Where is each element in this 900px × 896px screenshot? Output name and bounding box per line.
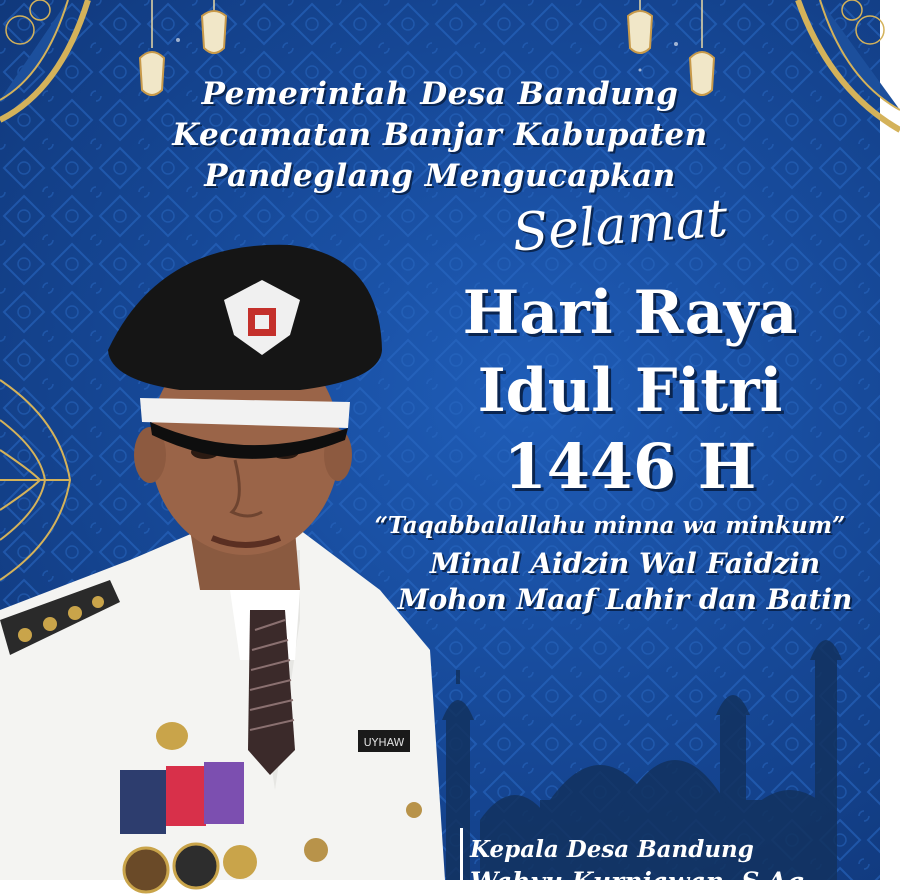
- wishes-line-2: Mohon Maaf Lahir dan Batin: [397, 583, 853, 616]
- holiday-title-line-1: Hari Raya: [462, 278, 798, 348]
- wishes-line-1: Minal Aidzin Wal Faidzin: [429, 547, 821, 580]
- official-portrait: [0, 230, 460, 880]
- signature-name: Wahyu Kurniawan, S.Ag: [470, 867, 805, 896]
- selamat-script: Selamat: [510, 188, 730, 264]
- name-tag-text: UYHAW: [363, 736, 405, 749]
- prayer-quote: “Taqabbalallahu minna wa minkum”: [374, 512, 846, 539]
- signature-block: [470, 836, 890, 896]
- holiday-title: [420, 274, 840, 430]
- signature-divider: [460, 828, 463, 888]
- signature-role: Kepala Desa Bandung: [470, 836, 754, 863]
- pin-badge-icon: [156, 722, 188, 750]
- jacket-button-icon: [304, 838, 328, 862]
- greeting-line-3: Pandeglang Mengucapkan: [204, 158, 676, 194]
- greeting-line-1: Pemerintah Desa Bandung: [201, 76, 679, 112]
- greeting-line-2: Kecamatan Banjar Kabupaten: [172, 117, 708, 153]
- hijri-year: 1446 H: [503, 430, 757, 503]
- holiday-title-line-2: Idul Fitri: [477, 356, 783, 426]
- greeting-heading: [110, 74, 770, 197]
- pocket-button-icon: [406, 802, 422, 818]
